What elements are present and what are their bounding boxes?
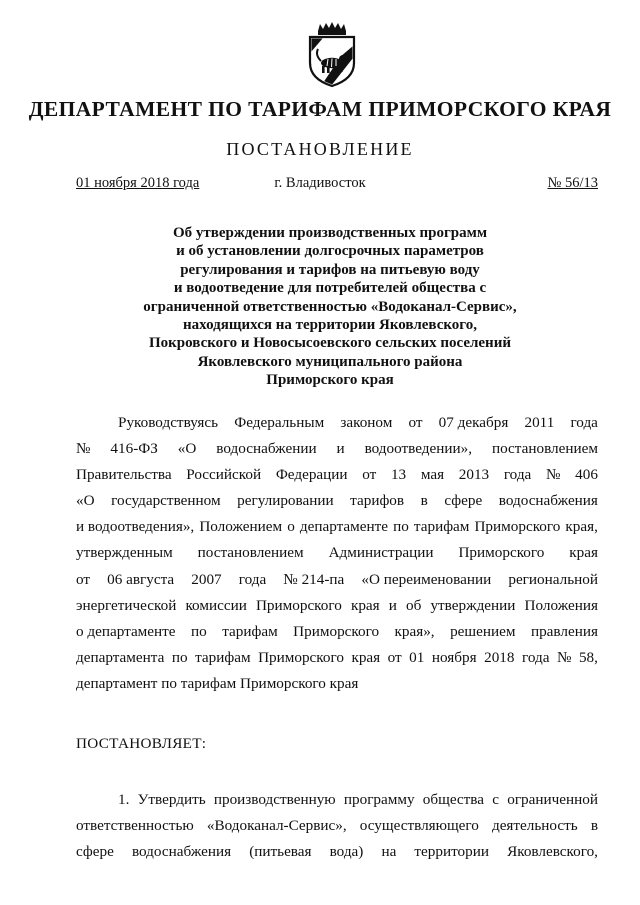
word: от [76, 570, 91, 588]
subject-line: находящихся на территории Яковлевского, [183, 317, 477, 334]
word: департамента [76, 648, 165, 666]
word: департаменте [299, 518, 389, 536]
word: осуществляющего [359, 817, 479, 835]
document-subject [90, 224, 570, 390]
word: правления [530, 622, 598, 640]
word: вода) [329, 843, 364, 861]
text-line [76, 488, 598, 514]
word: № [545, 466, 561, 484]
subject-line: Яковлевского муниципального района [197, 353, 463, 370]
item-1-paragraph [76, 787, 598, 865]
word: региональной [508, 570, 598, 588]
word: 1. [118, 791, 130, 808]
word: тарифов [350, 492, 405, 510]
subject-line: ограниченной ответственностью «Водоканал-Сервис», [143, 298, 517, 315]
word: 13 [390, 466, 407, 484]
word: 58, [578, 648, 598, 666]
word: водоснабжении [216, 440, 317, 458]
word: регулировании [237, 492, 334, 510]
subject-line: и об установлении долгосрочных параметров [176, 243, 484, 260]
word: 06 августа [107, 570, 175, 588]
word: о департаменте [76, 622, 176, 640]
document-date: 01 ноября 2018 года [76, 175, 200, 191]
word: Руководствуясь [118, 414, 219, 431]
resolve-heading: ПОСТАНОВЛЯЕТ: [76, 735, 207, 752]
word: ответственностью [76, 817, 194, 835]
text-line [76, 619, 598, 645]
word: 406 [575, 466, 598, 484]
word: тарифам [195, 648, 251, 666]
word: края [569, 544, 598, 562]
word: 07 декабря [438, 414, 509, 431]
word: производственную [213, 791, 336, 808]
text-line [76, 540, 598, 566]
word: и водоотведения», [76, 518, 195, 536]
word: в [590, 817, 598, 835]
coat-of-arms-icon [301, 22, 363, 88]
word: по [191, 622, 207, 640]
word: государственном [111, 492, 221, 510]
word: 2011 [524, 414, 555, 431]
word: на [381, 843, 397, 861]
word: ограниченной [507, 791, 598, 808]
word: Федерации [275, 466, 348, 484]
word: № [556, 648, 572, 666]
preamble-paragraph [76, 410, 598, 697]
subject-line: Приморского края [266, 372, 394, 389]
word: сфере [76, 843, 114, 861]
text-line: департамент по тарифам Приморского края [76, 674, 359, 692]
department-title: ДЕПАРТАМЕНТ ПО ТАРИФАМ ПРИМОРСКОГО КРАЯ [28, 97, 612, 121]
text-line [76, 787, 598, 813]
word: № [76, 440, 91, 458]
word: года [521, 648, 550, 666]
word: от [362, 466, 377, 484]
text-line [76, 645, 598, 671]
word: 416-ФЗ [110, 440, 158, 458]
word: № 214-па [283, 570, 345, 588]
word: от [387, 648, 402, 666]
subject-line: Об утверждении производственных программ [172, 225, 488, 241]
word: края [350, 596, 380, 614]
word: края», [394, 622, 435, 640]
text-line [76, 462, 598, 488]
word: Приморского [458, 544, 545, 562]
word: «О [177, 440, 197, 458]
word: 2007 [191, 570, 222, 588]
word: с [492, 791, 499, 808]
word: и [336, 440, 345, 458]
word: водоснабжения [131, 843, 232, 861]
word: водоотведении», [364, 440, 473, 458]
subject-line: регулирования и тарифов на питьевую воду [180, 261, 480, 278]
document-number: № 56/13 [547, 175, 598, 191]
word: программу [343, 791, 415, 808]
text-line [76, 593, 598, 619]
word: Положения [524, 596, 598, 614]
word: «Водоканал-Сервис», [206, 817, 347, 835]
word: Приморского [258, 648, 344, 666]
word: Администрации [328, 544, 434, 562]
word: общества [422, 791, 485, 808]
word: постановлением [491, 440, 598, 458]
word: Утвердить [137, 791, 206, 808]
word: утверждении [430, 596, 516, 614]
word: и [388, 596, 397, 614]
word: об [406, 596, 422, 614]
word: мая [420, 466, 445, 484]
word: Положением [199, 518, 283, 536]
word: сфере [444, 492, 483, 510]
word: о [287, 518, 295, 536]
word: 01 [409, 648, 425, 666]
word: Правительства [76, 466, 172, 484]
word: 2018 [484, 648, 515, 666]
word: Приморского [474, 518, 561, 536]
word: решением [450, 622, 516, 640]
word: (питьевая [249, 843, 312, 861]
document-type: ПОСТАНОВЛЕНИЕ [226, 139, 414, 159]
word: постановлением [197, 544, 304, 562]
word: от [408, 414, 423, 431]
word: края [351, 648, 381, 666]
text-line [76, 514, 598, 540]
subject-line: Покровского и Новосысоевского сельских поселений [149, 335, 511, 352]
word: территории [414, 843, 489, 861]
word: Российской [186, 466, 262, 484]
word: края, [565, 518, 598, 536]
word: 2013 [458, 466, 490, 484]
word: тарифам [413, 518, 470, 536]
text-line [76, 436, 598, 462]
subject-line: и водоотведение для потребителей общества с [173, 280, 487, 297]
word: Яковлевского, [507, 843, 598, 861]
word: по [171, 648, 188, 666]
word: года [570, 414, 598, 431]
word: Приморского [255, 596, 342, 614]
word: «О переименовании [361, 570, 492, 588]
text-line [76, 410, 598, 436]
word: по [393, 518, 409, 536]
word: энергетической [76, 596, 177, 614]
text-line [76, 839, 598, 865]
word: «О [76, 492, 95, 510]
document-city: г. Владивосток [274, 175, 366, 191]
text-line [76, 567, 598, 593]
word: водоснабжения [498, 492, 598, 510]
word: в [420, 492, 428, 510]
word: ноября [431, 648, 477, 666]
word: деятельность [491, 817, 578, 835]
word: Приморского [293, 622, 380, 640]
text-line [76, 813, 598, 839]
word: утвержденным [76, 544, 173, 562]
word: законом [340, 414, 393, 431]
word: комиссии [185, 596, 247, 614]
word: года [503, 466, 532, 484]
word: года [238, 570, 267, 588]
word: тарифам [222, 622, 278, 640]
word: Федеральным [234, 414, 325, 431]
